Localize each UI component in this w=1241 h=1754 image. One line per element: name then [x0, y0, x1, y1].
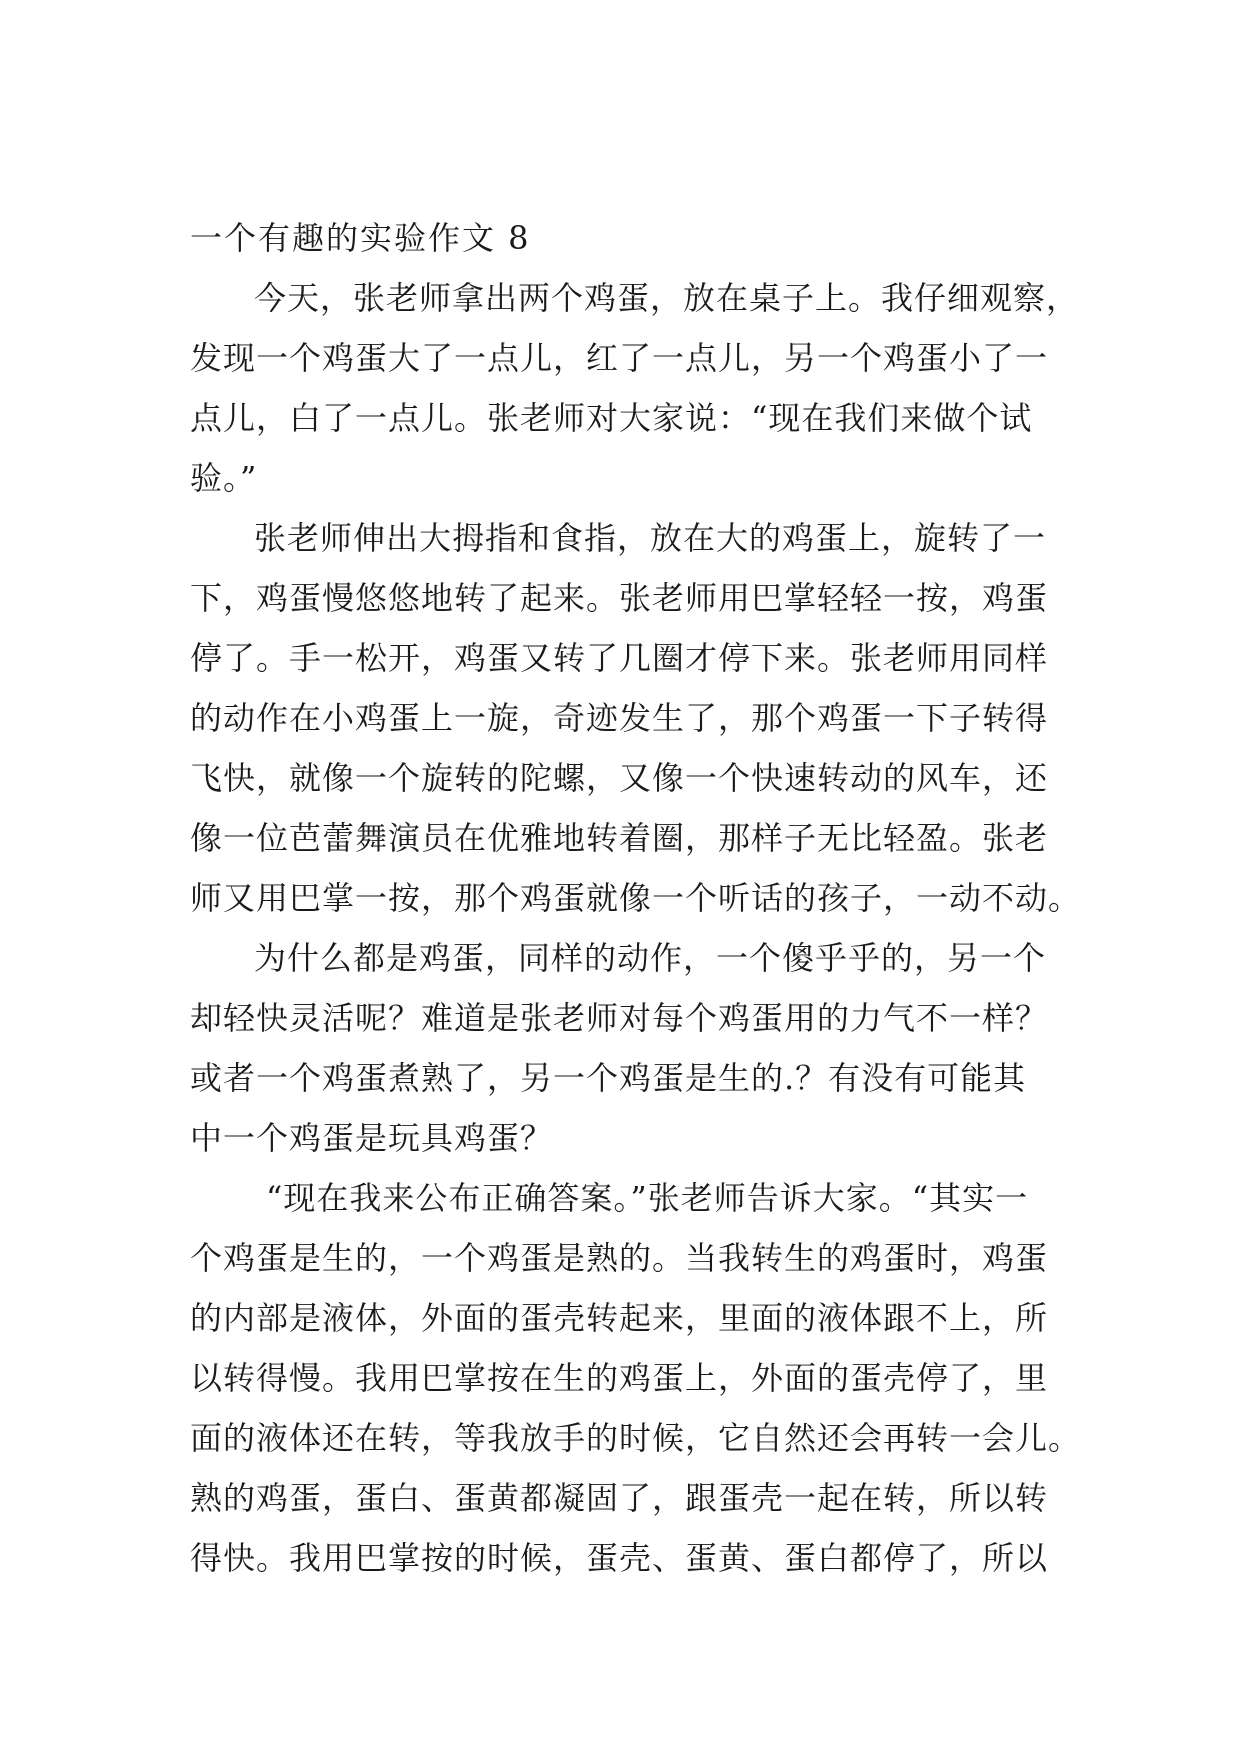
paragraph-line: 的动作在小鸡蛋上一旋，奇迹发生了，那个鸡蛋一下子转得	[190, 699, 1049, 737]
paragraph-line: “现在我来公布正确答案。”张老师告诉大家。“其实一	[266, 1179, 1029, 1217]
paragraph-3	[190, 928, 1056, 1168]
paragraph-2	[190, 508, 1082, 928]
paragraph-line: 熟的鸡蛋，蛋白、蛋黄都凝固了，跟蛋壳一起在转，所以转	[190, 1479, 1049, 1517]
paragraph-line: 得快。我用巴掌按的时候，蛋壳、蛋黄、蛋白都停了，所以	[190, 1539, 1049, 1577]
paragraph-line: 下，鸡蛋慢悠悠地转了起来。张老师用巴掌轻轻一按，鸡蛋	[190, 579, 1049, 617]
paragraph-line: 今天，张老师拿出两个鸡蛋，放在桌子上。我仔细观察，	[254, 279, 1080, 317]
paragraph-line: 为什么都是鸡蛋，同样的动作，一个傻乎乎的，另一个	[254, 939, 1047, 977]
paragraph-1	[190, 268, 1080, 508]
paragraph-line: 验。”	[190, 459, 258, 497]
paragraph-line: 发现一个鸡蛋大了一点儿，红了一点儿，另一个鸡蛋小了一	[190, 339, 1049, 377]
paragraph-line: 中一个鸡蛋是玩具鸡蛋？	[190, 1119, 554, 1157]
paragraph-line: 以转得慢。我用巴掌按在生的鸡蛋上，外面的蛋壳停了，里	[190, 1359, 1049, 1397]
page-title: 一个有趣的实验作文 8	[190, 219, 531, 257]
paragraph-line: 却轻快灵活呢？难道是张老师对每个鸡蛋用的力气不一样？	[190, 999, 1049, 1037]
paragraph-line: 点儿，白了一点儿。张老师对大家说：“现在我们来做个试	[190, 399, 1033, 437]
paragraph-line: 张老师伸出大拇指和食指，放在大的鸡蛋上，旋转了一	[254, 519, 1047, 557]
paragraph-line: 的内部是液体，外面的蛋壳转起来，里面的液体跟不上，所	[190, 1299, 1049, 1337]
paragraph-line: 面的液体还在转，等我放手的时候，它自然还会再转一会儿。	[190, 1419, 1082, 1457]
paragraph-line: 个鸡蛋是生的，一个鸡蛋是熟的。当我转生的鸡蛋时，鸡蛋	[190, 1239, 1049, 1277]
paragraph-4	[190, 1168, 1082, 1588]
document-body	[190, 208, 1082, 1588]
paragraph-line: 或者一个鸡蛋煮熟了，另一个鸡蛋是生的.？有没有可能其	[190, 1059, 1027, 1097]
paragraph-line: 停了。手一松开，鸡蛋又转了几圈才停下来。张老师用同样	[190, 639, 1049, 677]
paragraph-line: 飞快，就像一个旋转的陀螺，又像一个快速转动的风车，还	[190, 759, 1049, 797]
paragraph-line: 师又用巴掌一按，那个鸡蛋就像一个听话的孩子，一动不动。	[190, 879, 1082, 917]
paragraph-line: 像一位芭蕾舞演员在优雅地转着圈，那样子无比轻盈。张老	[190, 819, 1049, 857]
